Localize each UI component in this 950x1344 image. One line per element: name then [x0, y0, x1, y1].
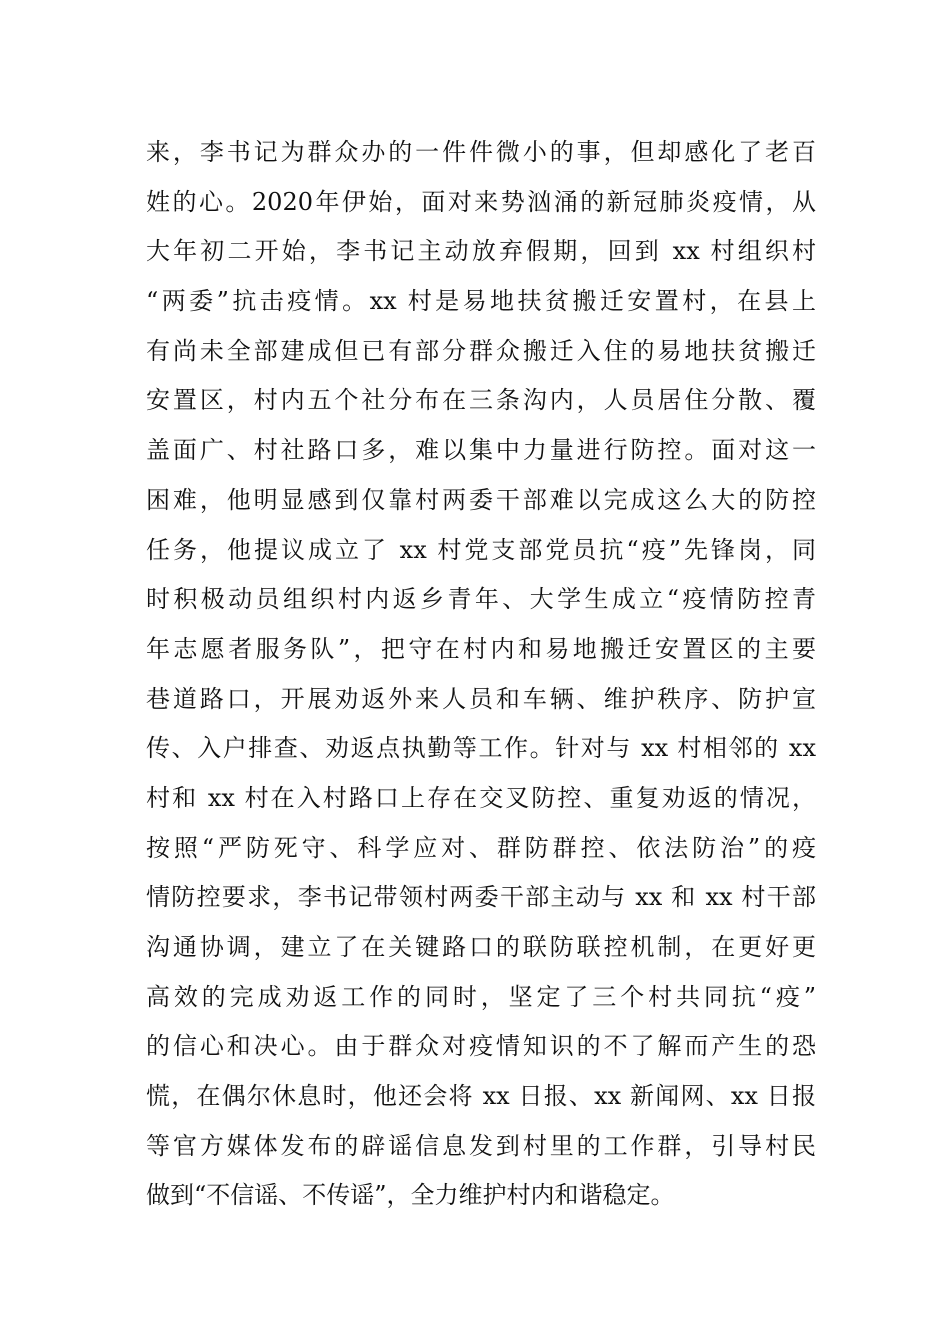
text-line-13: 传、入户排查、劝返点执勤等工作。针对与 xx 村相邻的 xx	[146, 734, 816, 763]
text-line-17: 沟通协调，建立了在关键路口的联防联控机制，在更好更	[146, 933, 816, 961]
text-line-16: 情防控要求，李书记带领村两委干部主动与 xx 和 xx 村干部	[146, 883, 816, 912]
text-line-11: 年志愿者服务队”，把守在村内和易地搬迁安置区的主要	[146, 634, 816, 663]
text-line-9: 任务，他提议成立了 xx 村党支部党员抗“疫”先锋岗，同	[146, 535, 816, 564]
text-line-14: 村和 xx 村在入村路口上存在交叉防控、重复劝返的情况，	[146, 783, 816, 812]
text-line-3: 大年初二开始，李书记主动放弃假期，回到 xx 村组织村	[146, 237, 816, 266]
text-line-10: 时积极动员组织村内返乡青年、大学生成立“疫情防控青	[146, 585, 816, 614]
text-line-8: 困难，他明显感到仅靠村两委干部难以完成这么大的防控	[146, 485, 816, 514]
text-line-6: 安置区，村内五个社分布在三条沟内，人员居住分散、覆	[146, 386, 816, 415]
text-line-15: 按照“严防死守、科学应对、群防群控、依法防治”的疫	[146, 833, 816, 862]
text-line-2: 姓的心。2020年伊始，面对来势汹涌的新冠肺炎疫情，从	[146, 187, 816, 216]
text-line-21: 等官方媒体发布的辟谣信息发到村里的工作群，引导村民	[146, 1131, 816, 1160]
text-line-7: 盖面广、村社路口多，难以集中力量进行防控。面对这一	[146, 436, 816, 465]
text-line-12: 巷道路口，开展劝返外来人员和车辆、维护秩序、防护宣	[146, 684, 816, 713]
body-paragraph	[146, 128, 816, 1221]
text-line-4: “两委”抗击疫情。xx 村是易地扶贫搬迁安置村，在县上	[146, 287, 816, 316]
text-line-5: 有尚未全部建成但已有部分群众搬迁入住的易地扶贫搬迁	[146, 336, 816, 365]
text-line-1: 来，李书记为群众办的一件件微小的事，但却感化了老百	[146, 138, 816, 166]
text-line-22: 做到“不信谣、不传谣”，全力维护村内和谐稳定。	[146, 1181, 675, 1210]
text-line-20: 慌，在偶尔休息时，他还会将 xx 日报、xx 新闻网、xx 日报	[146, 1082, 816, 1111]
text-line-18: 高效的完成劝返工作的同时，坚定了三个村共同抗“疫”	[146, 982, 816, 1011]
text-line-19: 的信心和决心。由于群众对疫情知识的不了解而产生的恐	[146, 1032, 816, 1061]
